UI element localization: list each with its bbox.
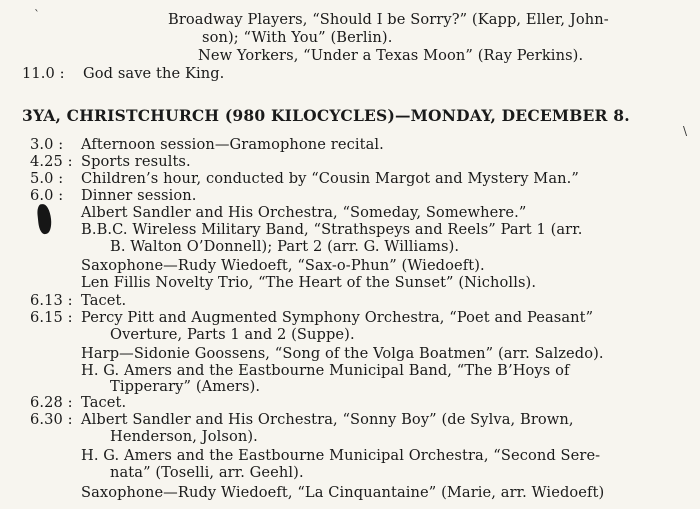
time-label: 4.25 : xyxy=(30,153,73,170)
programme-line: Tipperary” (Amers). xyxy=(110,378,261,395)
time-label: 11.0 : xyxy=(22,65,65,82)
time-label: 6.30 : xyxy=(30,411,73,428)
programme-line: Dinner session. xyxy=(81,187,197,204)
programme-line: Tacet. xyxy=(81,394,127,411)
time-label: 6.28 : xyxy=(30,394,73,411)
programme-line: Children’s hour, conducted by “Cousin Margot and Mystery Man.” xyxy=(81,170,579,187)
programme-line: Harp—Sidonie Goossens, “Song of the Volga Boatmen” (arr. Salzedo). xyxy=(81,345,604,362)
programme-line: Tacet. xyxy=(81,292,127,309)
station-heading: 3YA, CHRISTCHURCH (980 KILOCYCLES)—MONDAY, DECEMBER 8. xyxy=(22,106,630,125)
print-speck: ˋ xyxy=(34,8,40,22)
programme-line: God save the King. xyxy=(83,65,225,82)
time-label: 3.0 : xyxy=(30,136,64,153)
print-speck: \ xyxy=(683,124,688,138)
programme-line: Albert Sandler and His Orchestra, “Sonny Boy” (de Sylva, Brown, xyxy=(81,411,574,428)
programme-line: Overture, Parts 1 and 2 (Suppe). xyxy=(110,326,355,343)
programme-line: H. G. Amers and the Eastbourne Municipal Orchestra, “Second Sere- xyxy=(81,447,601,464)
programme-line: Percy Pitt and Augmented Symphony Orchestra, “Poet and Peasant” xyxy=(81,309,594,326)
programme-line: New Yorkers, “Under a Texas Moon” (Ray Perkins). xyxy=(198,47,584,64)
programme-line: Broadway Players, “Should I be Sorry?” (Kapp, Eller, John- xyxy=(168,11,609,28)
programme-line: Albert Sandler and His Orchestra, “Someday, Somewhere.” xyxy=(81,204,527,221)
time-label: 5.0 : xyxy=(30,170,64,187)
programme-line: B. Walton O’Donnell); Part 2 (arr. G. Williams). xyxy=(110,238,460,255)
programme-line: Afternoon session—Gramophone recital. xyxy=(81,136,384,153)
programme-line: Len Fillis Novelty Trio, “The Heart of the Sunset” (Nicholls). xyxy=(81,274,537,291)
programme-line: Saxophone—Rudy Wiedoeft, “Sax-o-Phun” (Wiedoeft). xyxy=(81,257,485,274)
time-label: 6.0 : xyxy=(30,187,64,204)
programme-line: B.B.C. Wireless Military Band, “Strathspeys and Reels” Part 1 (arr. xyxy=(81,221,583,238)
programme-line: Henderson, Jolson). xyxy=(110,428,258,445)
programme-line: Saxophone—Rudy Wiedoeft, “La Cinquantaine” (Marie, arr. Wiedoeft) xyxy=(81,484,605,501)
ink-blot xyxy=(36,203,52,234)
programme-line: Sports results. xyxy=(81,153,191,170)
programme-line: son); “With You” (Berlin). xyxy=(202,29,393,46)
programme-line: nata” (Toselli, arr. Geehl). xyxy=(110,464,304,481)
programme-line: H. G. Amers and the Eastbourne Municipal Band, “The B’Hoys of xyxy=(81,362,570,379)
time-label: 6.13 : xyxy=(30,292,73,309)
time-label: 6.15 : xyxy=(30,309,73,326)
